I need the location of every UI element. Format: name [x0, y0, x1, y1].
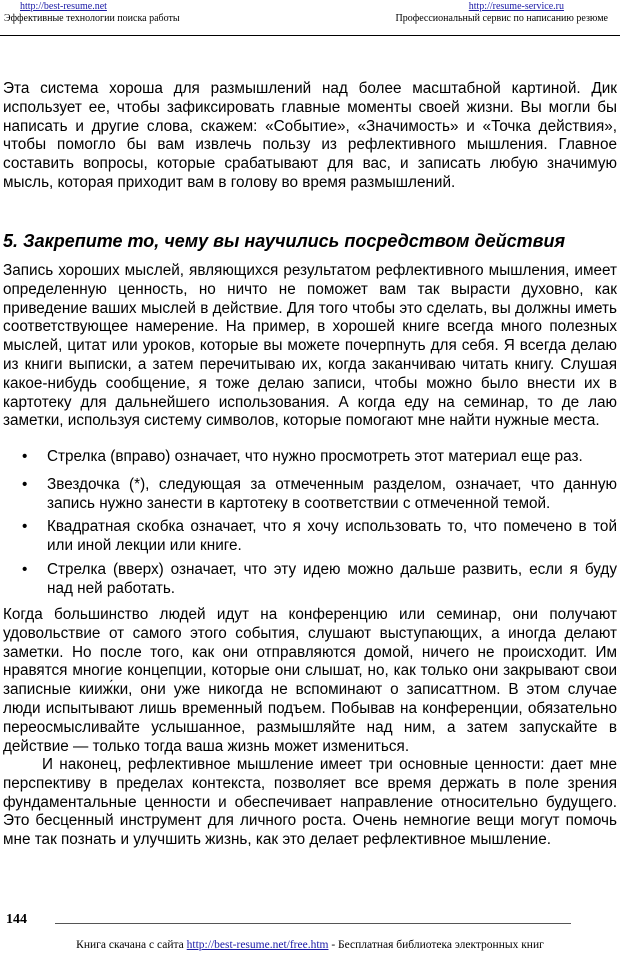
header-subtitle-right: Профессиональный сервис по написанию резюме: [395, 13, 608, 24]
paragraph-text: Когда большинство людей идут на конференцию или семинар, они получают удовольствие от самого этого события, слушают выступающих, а иногда делают заметки. Но после того, как они отправляются домой, ничего не происходит. Им нравятся многие концепции, которые они слышат, но, как только они закрывают свои записные кииж́ки, они уже никогда не вспоминают о записаттном. В этом случае люди испытывают лишь временный подъем. Побывав на конференции, обязательно переосмысливайте услышанное, размышляйте над ним, а затем запускайте в действие — только тогда ваша жизнь может измениться.: [3, 606, 617, 755]
bullet-item: [3, 518, 617, 556]
footer-link-free-library[interactable]: http://best-resume.net/free.htm: [186, 939, 329, 951]
bullet-marker: •: [22, 518, 28, 535]
bullet-list: [3, 476, 617, 514]
bullet-marker: •: [22, 476, 28, 493]
footer-text-before: Книга скачана с сайта: [76, 939, 187, 951]
bullet-text: Стрелка (вверх) означает, что эту идею можно дальше развить, если я буду над ней работать.: [47, 561, 617, 597]
footer-divider: [55, 923, 571, 924]
paragraph-text: И наконец, рефлективное мышление имеет три основные ценности: дает мне перспективу в пределах контекста, позволяет все время держать в поле зрения фундаментальные ценности и обеспечивает направление относительно будущего. Это бесценный инструмент для личного роста. Очень немногие вещи могут помочь мне так познать и улучшить жизнь, как это делает рефлективное мышление.: [3, 756, 617, 849]
paragraph-text: Эта система хороша для размышлений над более масштабной картиной. Дик использует ее, чтобы зафиксировать главные моменты своей жизни. Вы могли бы написать и другие слова, скажем: «Событие», «Значимость» и «Точка действия», чтобы помогло бы вам извлечь пользу из рефлективного мышления. Главное составить вопросы, которые срабатывают для вас, и записать любую значимую мысль, которая приходит вам в голову во время размышлений.: [3, 80, 617, 191]
paragraph-conclusion: [3, 756, 617, 850]
bullet-text: Звездочка (*), следующая за отмеченным разделом, означает, что данную запись нужно занести в картотеку в соответствии с отмеченной темой.: [47, 476, 617, 512]
bullet-text: Квадратная скобка означает, что я хочу использовать то, что помечено в той или иной лекции или книге.: [47, 518, 617, 554]
page-header-links: [0, 0, 620, 14]
bullet-text: Стрелка (вправо) означает, что нужно просмотреть этот материал еще раз.: [47, 448, 583, 465]
footer-text-after: - Бесплатная библиотека электронных книг: [328, 939, 544, 951]
bullet-item: [3, 448, 617, 467]
bullet-marker: •: [22, 561, 28, 578]
header-divider: [0, 35, 620, 36]
page-number: 144: [6, 912, 27, 927]
paragraph-notes: [3, 262, 617, 431]
header-link-best-resume[interactable]: http://best-resume.net: [20, 1, 107, 12]
paragraph-conference: [3, 606, 617, 756]
bullet-item: [3, 476, 617, 514]
footer-text: [0, 939, 620, 951]
header-link-resume-service[interactable]: http://resume-service.ru: [468, 1, 564, 12]
bullet-list: [3, 518, 617, 556]
bullet-list: [3, 448, 617, 467]
paragraph-intro: [3, 80, 617, 193]
bullet-marker: •: [22, 448, 28, 465]
bullet-item: [3, 561, 617, 599]
paragraph-text: Запись хороших мыслей, являющихся результатом рефлективного мышления, имеет определенную ценность, но ничто не поможет вам так вырасти духовно, как приведение ваших мыслей в действие. Для того чтобы это сделать, вы должны иметь соответствующее намерение. На пример, в хорошей книге всегда много полезных мыслей, цитат или уроков, которые вы можете почерпнуть для себя. Я всегда делаю из книги выписки, а затем перечитываю их, когда заканчиваю читать книгу. Слушая какое-нибудь сообщение, я тоже делаю записи, чтобы можно было внести их в картотеку для дальнейшего использования. А когда еду на семинар, то де лаю заметки, используя систему символов, которые помогают мне найти нужные места.: [3, 262, 617, 430]
header-subtitle-left: Эффективные технологии поиска работы: [4, 13, 180, 24]
section-heading: 5. Закрепите то, чему вы научились посредством действия: [3, 231, 566, 251]
bullet-list: [3, 561, 617, 599]
